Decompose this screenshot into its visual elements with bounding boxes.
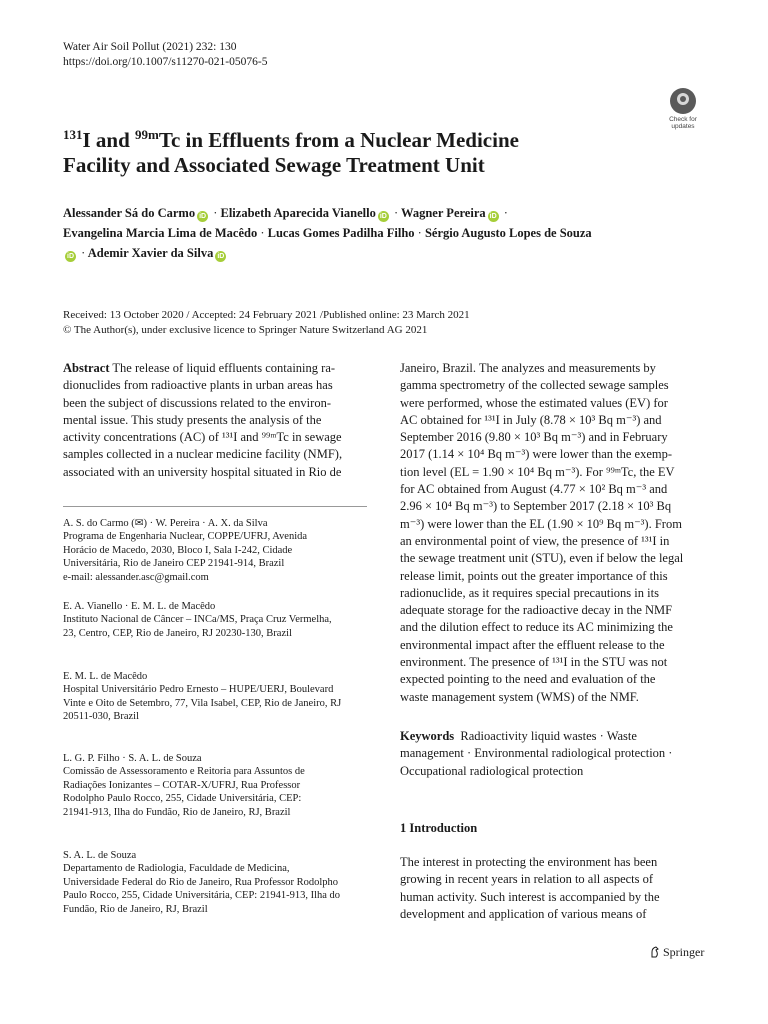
doi-link[interactable]: https://doi.org/10.1007/s11270-021-05076-5 — [63, 56, 268, 68]
crossmark-label: Check for updates — [669, 116, 697, 130]
introduction-text: The interest in protecting the environment has been growing in recent years in relation to all aspects of human activity. Such interest is accompanied by the development and application of various means of — [400, 855, 660, 921]
crossmark-icon — [670, 88, 696, 114]
abstract-right: Janeiro, Brazil. The analyzes and measurements by gamma spectrometry of the collected sewage samples were performed, whose the estimated values (EV) for AC obtained for ¹³¹I in July (8.78 × 10³ Bq m⁻³) and September 2016 (9.80 × 10³ Bq m⁻³) and in February 2017 (1.14 × 10⁴ Bq m⁻³) were lower than the exemp- tion level (EL = 1.90 × 10⁴ Bq m⁻³). For ⁹⁹ᵐTc, the EV for AC obtained from August (4.77 × 10² Bq m⁻³ and 2.96 × 10⁴ Bq m⁻³) to September 2017 (2.18 × 10³ Bq m⁻³) were lower than the EL (1.90 × 10⁹ Bq m⁻³). From an environmental point of view, the presence of ¹³¹I in the sewage treatment unit (STU), even if below the legal release limit, points out the greater importance of this radionuclide, as it requires special precautions in its adequate storage for the radioactive decay in the NMF and the dilution effect to reduce its AC minimizing the environmental impact after the effluent release to the environment. The presence of ¹³¹I in the STU was not expected pointing to the need and evaluation of the waste management system (WMS) of the NMF. — [400, 361, 684, 704]
author-name[interactable]: Sérgio Augusto Lopes de Souza — [424, 226, 592, 240]
author-name[interactable]: Ademir Xavier da Silva — [87, 246, 214, 260]
check-for-updates-badge[interactable] — [662, 88, 704, 134]
journal-citation: Water Air Soil Pollut (2021) 232: 130 — [63, 41, 237, 53]
abstract-left: Abstract The release of liquid effluents containing ra- dionuclides from radioactive plants in urban areas has been the subject of discussions related to the environ- mental issue. This study presents the analysis of the activity concentrations (AC) of ¹³¹I and ⁹⁹ᵐTc in sewage samples collected in a nuclear medicine facility (NMF), associated with an university hospital situated in Rio de — [63, 361, 343, 479]
springer-horse-icon — [650, 946, 660, 958]
section-heading: 1 Introduction — [400, 821, 478, 835]
affiliation-block: E. A. Vianello · E. M. L. de Macêdo Instituto Nacional de Câncer – INCa/MS, Praça Cruz Vermelha, 23, Centro, CEP, Rio de Janeiro, RJ 20230-130, Brazil — [63, 601, 332, 639]
keywords: Keywords Radioactivity liquid wastes · Waste management · Environmental radiological protection · Occupational radiological protection — [400, 729, 673, 778]
email-link[interactable]: e-mail: alessander.asc@gmail.com — [63, 571, 209, 583]
publisher-name: Springer — [663, 945, 705, 959]
affiliation-block: S. A. L. de Souza Departamento de Radiologia, Faculdade de Medicina, Universidade Federal do Rio de Janeiro, Rua Professor Rodolpho Paulo Rocco, 255, Cidade Universitária, CEP: 21941-913, Ilha do Fundão, Rio de Janeiro, RJ, Brazil — [63, 850, 341, 915]
author-name[interactable]: Lucas Gomes Padilha Filho — [267, 226, 415, 240]
orcid-icon[interactable]: iD — [199, 213, 207, 220]
affiliation-block: E. M. L. de Macêdo Hospital Universitário Pedro Ernesto – HUPE/UERJ, Boulevard Vinte e Oito de Setembro, 77, Vila Isabel, CEP, Rio de Janeiro, RJ 20511-030, Brazil — [63, 671, 342, 723]
orcid-icon[interactable]: iD — [67, 253, 74, 260]
orcid-icon[interactable]: iD — [489, 213, 497, 220]
orcid-icon[interactable]: iD — [379, 213, 387, 220]
divider — [63, 506, 367, 507]
affiliation-block: A. S. do Carmo (✉) · W. Pereira · A. X. da Silva Programa de Engenharia Nuclear, COPPE/UFRJ, Avenida Horácio de Macedo, 2030, Bloco I, Sala I-242, Cidade Universitária, Rio de Janeiro CEP 21941-914, Brazil e-mail: alessander.asc@gmail.com — [63, 517, 383, 584]
author-name[interactable]: Evangelina Marcia Lima de Macêdo — [63, 226, 258, 240]
journal-header — [63, 40, 267, 70]
author-name[interactable]: Elizabeth Aparecida Vianello — [220, 206, 376, 220]
author-list: Alessander Sá do Carmo iD · Elizabeth Aparecida Vianello iD · Wagner Pereira iD · Evangelina Marcia Lima de Macêdo · Lucas Gomes Padilha Filho · Sérgio Augusto Lopes de SouzaiD · Ademir Xavier da Silva iD — [63, 206, 592, 260]
orcid-icon[interactable]: iD — [217, 253, 225, 260]
publisher-logo — [650, 944, 704, 960]
author-name[interactable]: Alessander Sá do Carmo — [63, 206, 196, 220]
publication-dates: Received: 13 October 2020 / Accepted: 24 February 2021 /Published online: 23 March 2021 © The Author(s), under exclusive licence to Springer Nature Switzerland AG 2021 — [63, 309, 470, 336]
author-name[interactable]: Wagner Pereira — [401, 206, 486, 220]
keywords-label: Keywords — [400, 729, 455, 743]
affiliation-block: L. G. P. Filho · S. A. L. de Souza Comissão de Assessoramento e Reitoria para Assuntos de Radiações Ionizantes – COTAR-X/UFRJ, Rua Professor Rodolpho Paulo Rocco, 255, Cidade Universitária, CEP: 21941-913, Ilha do Fundão, Rio de Janeiro, RJ, Brazil — [63, 753, 305, 818]
abstract-label: Abstract — [63, 361, 110, 375]
article-title: $^{131}$I and $^{99m}$Tc in Effluents from a Nuclear Medicine Facility and Associated Sewage Treatment Unit — [63, 127, 519, 177]
